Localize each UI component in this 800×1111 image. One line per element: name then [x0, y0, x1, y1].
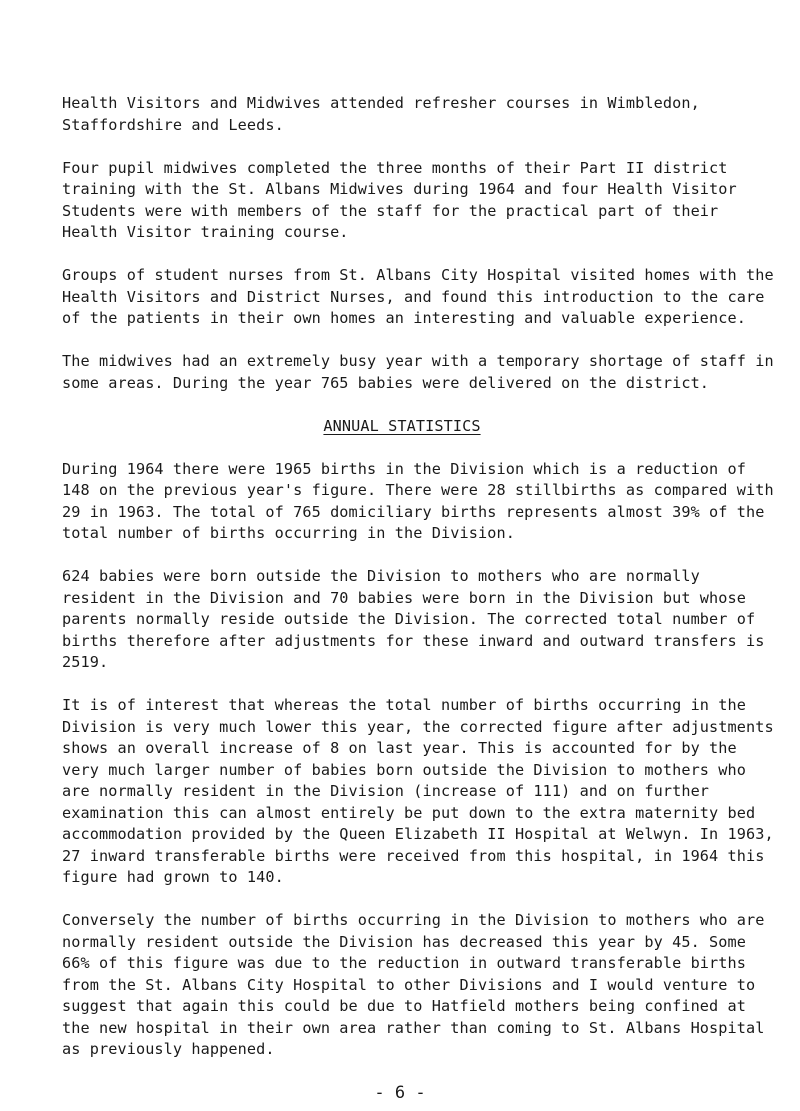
paragraph-conversely: Conversely the number of births occurring in the Division to mothers who are normally resident outside the Division has decreased this year by 45. Some 66% of this figure was due to the reduction in outward transferable births from the St. Albans City Hospital to other Divisions and I would venture to suggest that again this could be due to Hatfield mothers being confined at the new hospital in their own area rather than coming to St. Albans Hospital as previously happened.	[62, 911, 765, 1058]
paragraph-student-nurses: Groups of student nurses from St. Albans City Hospital visited homes with the Health Visitors and District Nurses, and found this introduction to the care of the patients in their own homes an interesting and valuable experience.	[62, 266, 774, 327]
paragraph-interest: It is of interest that whereas the total number of births occurring in the Division is very much lower this year, the corrected figure after adjustments shows an overall increase of 8 on last year. This is accounted for by the very much larger number of babies born outside the Division to mothers who are normally resident in the Division (increase of 111) and on further examination this can almost entirely be put down to the extra maternity bed accommodation provided by the Queen Elizabeth II Hospital at Welwyn. In 1963, 27 inward transferable births were received from this hospital, in 1964 this figure had grown to 140.	[62, 696, 774, 886]
document-body	[62, 93, 782, 1082]
paragraph-transfers: 624 babies were born outside the Division to mothers who are normally resident in the Division and 70 babies were born in the Division but whose parents normally reside outside the Division. The corrected total number of births therefore after adjustments for these inward and outward transfers is 2519.	[62, 567, 765, 671]
section-heading-text: ANNUAL STATISTICS	[323, 416, 481, 435]
page-number: - 6 -	[374, 1083, 426, 1103]
section-heading	[62, 416, 782, 438]
paragraph-refresher-courses: Health Visitors and Midwives attended refresher courses in Wimbledon, Staffordshire and Leeds.	[62, 94, 700, 134]
paragraph-births-summary: During 1964 there were 1965 births in the Division which is a reduction of 148 on the previous year's figure. There were 28 stillbirths as compared with 29 in 1963. The total of 765 domiciliary births represents almost 39% of the total number of births occurring in the Division.	[62, 459, 774, 542]
paragraph-midwives-busy-year: The midwives had an extremely busy year with a temporary shortage of staff in some areas. During the year 765 babies were delivered on the district.	[62, 352, 774, 392]
paragraph-pupil-midwives: Four pupil midwives completed the three months of their Part II district training with the St. Albans Midwives during 1964 and four Health Visitor Students were with members of the staff for the practical part of their Health Visitor training course.	[62, 158, 737, 241]
